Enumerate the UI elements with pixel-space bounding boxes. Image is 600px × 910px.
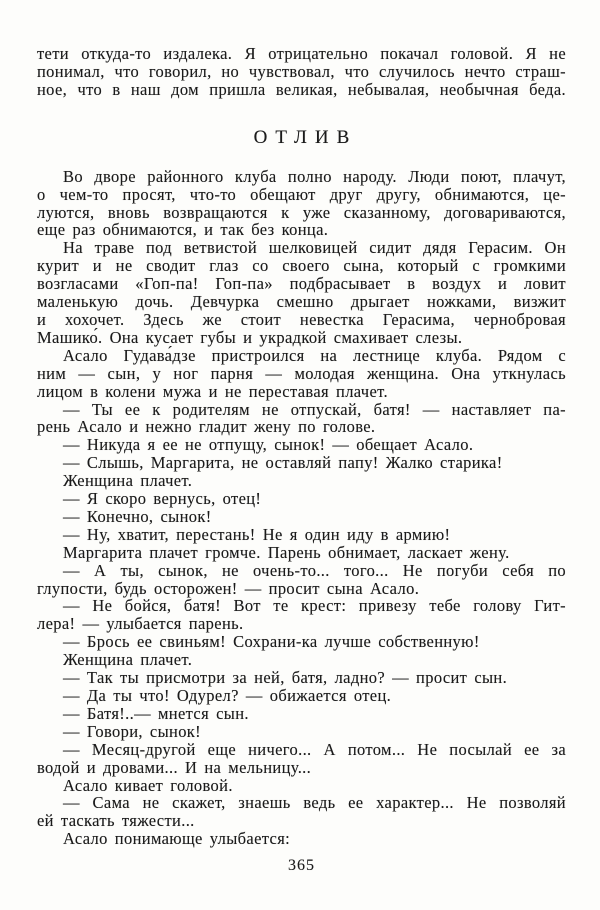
intro-paragraph: [37, 45, 566, 99]
text-line: еще раз обнимаются, и так без конца.: [37, 220, 329, 240]
text-line: водой и дровами... И на мельницу...: [37, 757, 312, 777]
text-line: — Конечно, сынок!: [63, 506, 212, 526]
text-line: Асало понимающе улыбается:: [63, 829, 291, 849]
text-line: — Я скоро вернусь, отец!: [63, 489, 262, 509]
text-line: Асало Гудава́дзе пристроился на лестнице клуба. Рядом с: [63, 345, 566, 365]
chapter-heading: ОТЛИВ: [253, 126, 358, 148]
text-line: Маргарита плачет громче. Парень обнимает, ласкает жену.: [63, 542, 510, 562]
text-line: Во дворе районного клуба полно народу. Люди поют, плачут,: [63, 166, 566, 186]
text-line: — Ну, хватит, перестань! Не я один иду в армию!: [63, 524, 451, 544]
text-line: луются, вновь возвращаются к уже сказанному, договариваются,: [37, 202, 566, 222]
text-line: маленькую дочь. Девчурка смешно дрыгает ножками, визжит: [37, 292, 566, 312]
text-line: курит и не сводит глаз со своего сына, который с громкими: [37, 256, 566, 276]
text-line: — Сама не скажет, знаешь ведь ее характер... Не позволяй: [63, 793, 566, 813]
text-line: ное, что в наш дом пришла великая, небывалая, необычная беда.: [37, 79, 566, 99]
text-line: лера! — улыбается парень.: [37, 614, 244, 634]
text-line: — А ты, сынок, не очень-то... того... Не погуби себя по: [63, 560, 566, 580]
text-line: На траве под ветвистой шелковицей сидит дядя Герасим. Он: [63, 238, 566, 258]
page-number: 365: [288, 857, 315, 875]
text-line: — Так ты присмотри за ней, батя, ладно? — просит сын.: [63, 668, 508, 688]
text-line: — Не бойся, батя! Вот те крест: привезу тебе голову Гит-: [63, 596, 566, 616]
text-line: — Месяц-другой еще ничего... А потом... Не посылай ее за: [63, 739, 566, 759]
text-line: понимал, что говорил, но чувствовал, что случилось нечто страш-: [37, 61, 566, 81]
text-line: — Говори, сынок!: [63, 721, 202, 741]
text-line: — Брось ее свиньям! Сохрани-ка лучше собственную!: [63, 632, 480, 652]
text-line: возгласами «Гоп-па! Гоп-па» подбрасывает в воздух и ловит: [37, 274, 566, 294]
text-line: ей таскать тяжести...: [37, 811, 195, 831]
text-line: Женщина плачет.: [63, 650, 193, 670]
text-line: о чем-то просят, что-то обещают друг другу, обнимаются, це-: [37, 184, 566, 204]
text-line: Машико́. Она кусает губы и украдкой смахивает слезы.: [37, 327, 463, 347]
text-line: рень Асало и нежно гладит жену по голове.: [37, 417, 376, 437]
text-line: — Ты ее к родителям не отпускай, батя! — наставляет па-: [63, 399, 566, 419]
text-line: — Никуда я ее не отпущу, сынок! — обещает Асало.: [63, 435, 474, 455]
text-line: — Батя!..— мнется сын.: [63, 703, 249, 723]
text-line: — Слышь, Маргарита, не оставляй папу! Жалко старика!: [63, 453, 503, 473]
text-line: Асало кивает головой.: [63, 775, 233, 795]
text-line: глупости, будь осторожен! — просит сына Асало.: [37, 578, 420, 598]
text-line: тети откуда-то издалека. Я отрицательно покачал головой. Я не: [37, 44, 566, 63]
text-line: и хохочет. Здесь же стоит невестка Герасима, чернобровая: [37, 309, 566, 329]
text-line: лицом в колени мужа и не переставая плачет.: [37, 381, 388, 401]
text-line: — Да ты что! Одурел? — обижается отец.: [63, 686, 392, 705]
text-column: [37, 45, 566, 876]
text-line: ним — сын, у ног парня — молодая женщина. Она уткнулась: [37, 363, 566, 383]
text-line: Женщина плачет.: [63, 471, 193, 491]
body-text: [37, 168, 566, 848]
